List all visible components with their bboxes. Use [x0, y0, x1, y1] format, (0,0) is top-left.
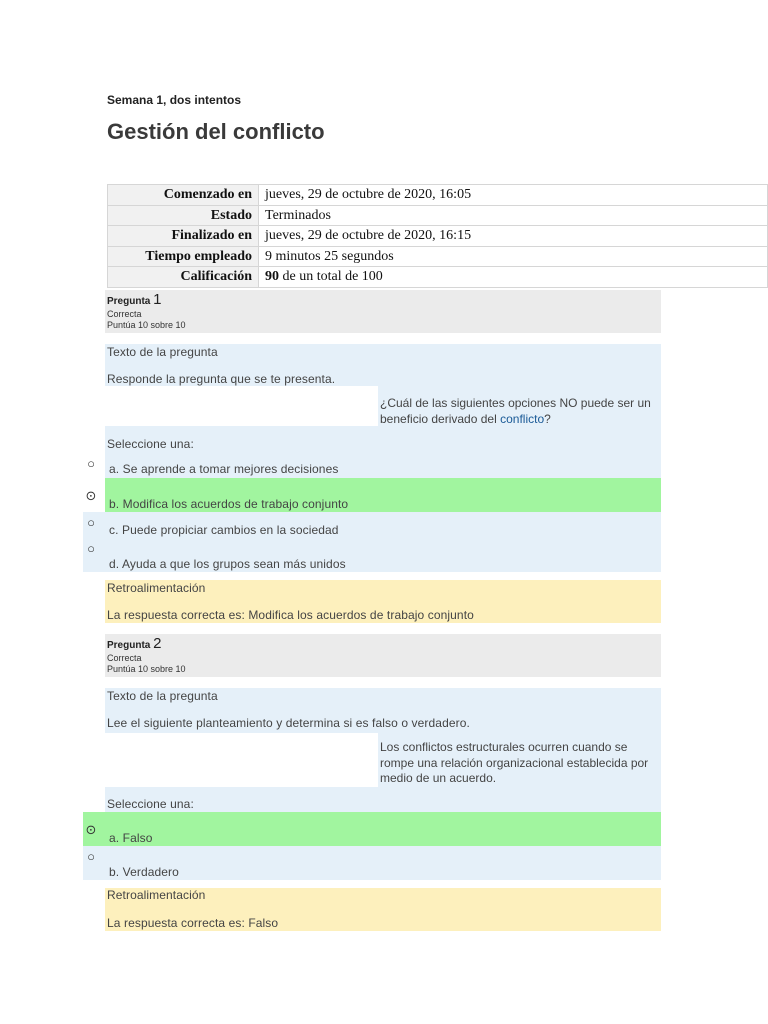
summary-value: jueves, 29 de octubre de 2020, 16:05	[259, 185, 768, 206]
summary-row	[108, 205, 768, 226]
question-1-text	[380, 396, 660, 427]
radio-button[interactable]: ○	[87, 456, 95, 471]
summary-value: Terminados	[259, 205, 768, 226]
question-2-info	[105, 634, 661, 677]
question-1-gap	[105, 386, 378, 426]
glossary-link[interactable]: conflicto	[500, 411, 545, 426]
question-score: Puntúa 10 sobre 10	[107, 320, 186, 330]
grade-score: 90	[265, 269, 279, 285]
grade-label: Calificación	[108, 267, 259, 288]
answer-option-a[interactable]: a. Falso	[109, 831, 153, 845]
page-title: Gestión del conflicto	[107, 119, 325, 144]
grade-total: de un total de 100	[279, 269, 383, 285]
question-number: 2	[153, 635, 162, 652]
question-instruction: Responde la pregunta que se te presenta.	[107, 372, 336, 386]
question-text-heading: Texto de la pregunta	[107, 689, 218, 703]
summary-label: Comenzado en	[108, 185, 259, 206]
answer-option-b[interactable]: b. Verdadero	[109, 865, 179, 879]
summary-label: Finalizado en	[108, 226, 259, 247]
answer-option-c[interactable]: c. Puede propiciar cambios en la sociedad	[109, 523, 339, 537]
answer-option-b[interactable]: b. Modifica los acuerdos de trabajo conjunto	[109, 497, 349, 511]
question-text-end: ?	[544, 411, 551, 426]
question-number: 1	[153, 291, 162, 308]
question-2-gap	[105, 733, 378, 787]
summary-row	[108, 226, 768, 247]
attempt-subtitle: Semana 1, dos intentos	[107, 93, 242, 107]
question-1-info	[105, 290, 661, 333]
answer-option-d[interactable]: d. Ayuda a que los grupos sean más unidos	[109, 557, 346, 571]
feedback-heading: Retroalimentación	[107, 888, 206, 902]
question-state: Correcta	[107, 653, 142, 663]
question-state: Correcta	[107, 309, 142, 319]
summary-label: Tiempo empleado	[108, 246, 259, 267]
summary-label: Estado	[108, 205, 259, 226]
select-one-label: Seleccione una:	[107, 437, 194, 451]
radio-button-selected[interactable]: ⊙	[85, 488, 97, 503]
radio-button-selected[interactable]: ⊙	[85, 822, 97, 837]
attempt-summary-table	[107, 184, 768, 288]
answer-option-a[interactable]: a. Se aprende a tomar mejores decisiones	[109, 462, 339, 476]
radio-button[interactable]: ○	[87, 849, 95, 864]
question-instruction: Lee el siguiente planteamiento y determina si es falso o verdadero.	[107, 716, 470, 730]
summary-value: 9 minutos 25 segundos	[259, 246, 768, 267]
summary-row	[108, 246, 768, 267]
radio-button[interactable]: ○	[87, 515, 95, 530]
summary-row-grade	[108, 267, 768, 288]
radio-button[interactable]: ○	[87, 541, 95, 556]
question-label-text: Pregunta	[107, 296, 151, 307]
feedback-heading: Retroalimentación	[107, 581, 206, 595]
question-score: Puntúa 10 sobre 10	[107, 664, 186, 674]
feedback-text: La respuesta correcta es: Modifica los acuerdos de trabajo conjunto	[107, 608, 474, 622]
selected-answer-highlight	[83, 812, 661, 846]
question-text-part: ¿Cuál de las siguientes opciones NO puede ser un beneficio derivado del	[380, 396, 651, 426]
question-text-heading: Texto de la pregunta	[107, 345, 218, 359]
select-one-label: Seleccione una:	[107, 797, 194, 811]
summary-row	[108, 185, 768, 206]
question-2-label	[107, 635, 161, 652]
summary-value: jueves, 29 de octubre de 2020, 16:15	[259, 226, 768, 247]
feedback-text: La respuesta correcta es: Falso	[107, 916, 279, 930]
grade-value	[259, 267, 768, 288]
question-2-text: Los conflictos estructurales ocurren cuando se rompe una relación organizacional establecida por medio de un acuerdo.	[380, 740, 649, 785]
question-1-label	[107, 291, 161, 308]
question-label-text: Pregunta	[107, 640, 151, 651]
